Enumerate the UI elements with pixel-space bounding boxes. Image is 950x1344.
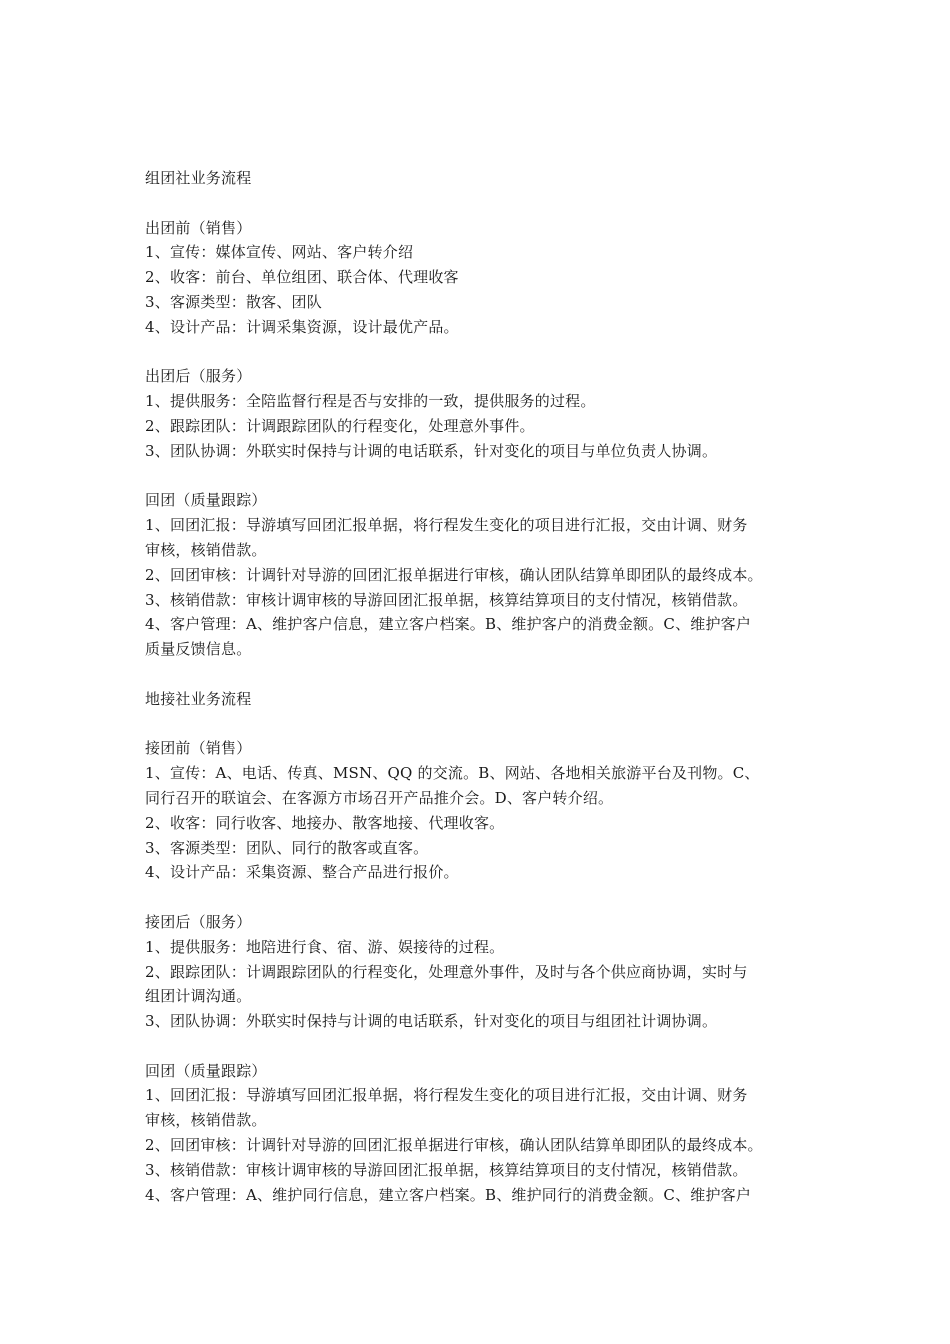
text-line: 4、客户管理：A、维护同行信息，建立客户档案。B、维护同行的消费金额。C、维护客户 bbox=[145, 1185, 752, 1204]
text-line: 3、团队协调：外联实时保持与计调的电话联系，针对变化的项目与组团社计调协调。 bbox=[145, 1012, 718, 1031]
text-line: 1、回团汇报：导游填写回团汇报单据，将行程发生变化的项目进行汇报，交由计调、财务 bbox=[145, 1086, 748, 1105]
text-line: 1、宣传：媒体宣传、网站、客户转介绍 bbox=[145, 243, 414, 262]
text-line: 3、客源类型：团队、同行的散客或直客。 bbox=[145, 838, 429, 857]
text-line: 1、提供服务：全陪监督行程是否与安排的一致，提供服务的过程。 bbox=[145, 392, 596, 411]
text-line: 4、设计产品：采集资源、整合产品进行报价。 bbox=[145, 863, 459, 882]
text-line: 质量反馈信息。 bbox=[145, 640, 252, 659]
section-heading: 接团后（服务） bbox=[145, 912, 252, 931]
text-line: 1、提供服务：地陪进行食、宿、游、娱接待的过程。 bbox=[145, 937, 505, 956]
text-line: 2、回团审核：计调针对导游的回团汇报单据进行审核，确认团队结算单即团队的最终成本。 bbox=[145, 1136, 763, 1155]
section-heading: 接团前（销售） bbox=[145, 739, 252, 758]
doc-title-1: 组团社业务流程 bbox=[145, 169, 252, 187]
text-line: 审核，核销借款。 bbox=[145, 540, 267, 559]
text-line: 2、跟踪团队：计调跟踪团队的行程变化，处理意外事件。 bbox=[145, 416, 535, 435]
text-line: 4、设计产品：计调采集资源，设计最优产品。 bbox=[145, 317, 459, 336]
text-line: 组团计调沟通。 bbox=[145, 987, 252, 1006]
text-line: 3、核销借款：审核计调审核的导游回团汇报单据，核算结算项目的支付情况，核销借款。 bbox=[145, 590, 748, 609]
section-heading: 出团前（销售） bbox=[145, 218, 252, 237]
section-heading: 出团后（服务） bbox=[145, 367, 252, 386]
doc-title-2: 地接社业务流程 bbox=[145, 689, 252, 708]
text-line: 1、宣传：A、电话、传真、MSN、QQ 的交流。B、网站、各地相关旅游平台及刊物。C、 bbox=[145, 764, 760, 783]
text-line: 3、团队协调：外联实时保持与计调的电话联系，针对变化的项目与单位负责人协调。 bbox=[145, 441, 718, 460]
text-line: 审核，核销借款。 bbox=[145, 1111, 267, 1130]
text-line: 2、回团审核：计调针对导游的回团汇报单据进行审核，确认团队结算单即团队的最终成本。 bbox=[145, 565, 763, 584]
text-line: 2、收客：同行收客、地接办、散客地接、代理收客。 bbox=[145, 813, 505, 832]
section-heading: 回团（质量跟踪） bbox=[145, 1061, 267, 1080]
document-body bbox=[145, 166, 815, 1207]
text-line: 4、客户管理：A、维护客户信息，建立客户档案。B、维护客户的消费金额。C、维护客户 bbox=[145, 615, 752, 634]
text-line: 3、客源类型：散客、团队 bbox=[145, 292, 322, 311]
text-line: 2、收客：前台、单位组团、联合体、代理收客 bbox=[145, 268, 459, 287]
text-line: 3、核销借款：审核计调审核的导游回团汇报单据，核算结算项目的支付情况，核销借款。 bbox=[145, 1160, 748, 1179]
text-line: 2、跟踪团队：计调跟踪团队的行程变化，处理意外事件，及时与各个供应商协调，实时与 bbox=[145, 962, 748, 981]
text-line: 1、回团汇报：导游填写回团汇报单据，将行程发生变化的项目进行汇报，交由计调、财务 bbox=[145, 516, 748, 535]
section-heading: 回团（质量跟踪） bbox=[145, 491, 267, 510]
text-line: 同行召开的联谊会、在客源方市场召开产品推介会。D、客户转介绍。 bbox=[145, 788, 614, 807]
